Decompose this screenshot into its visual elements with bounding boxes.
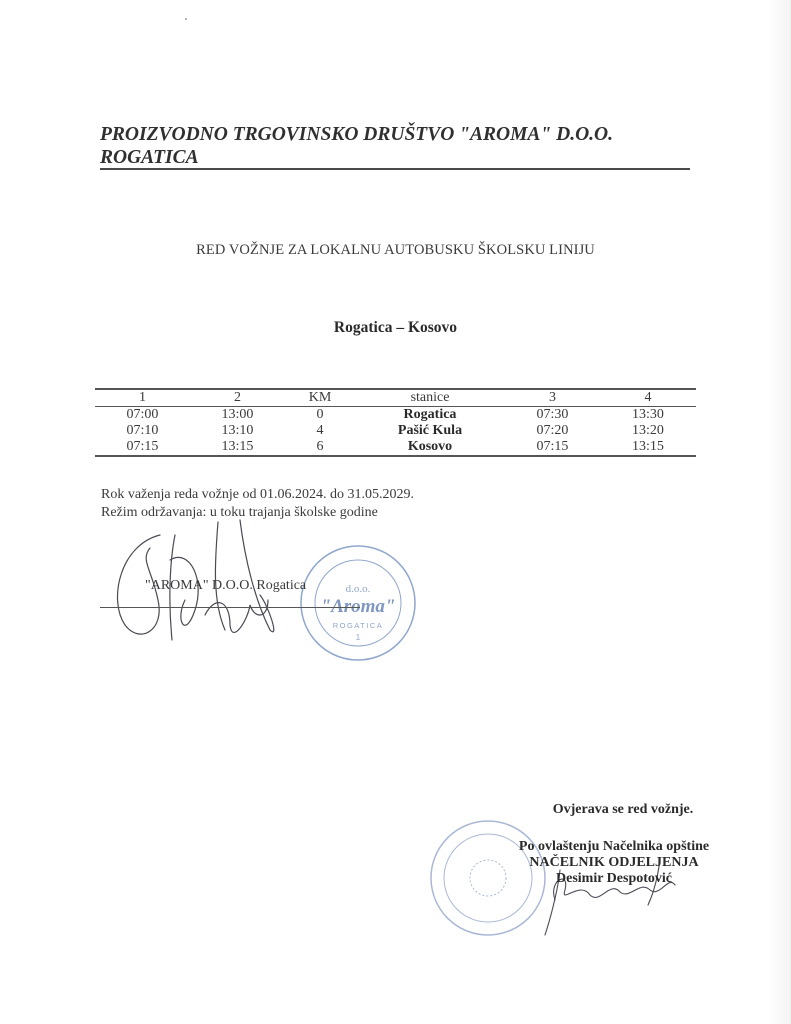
signatory-company: "AROMA" D.O.O. Rogatica [145, 578, 307, 593]
departure-2: 13:00 [221, 407, 254, 422]
col-header-stations: stanice [410, 390, 450, 405]
company-city: ROGATICA [100, 147, 199, 168]
departure-2: 13:15 [221, 439, 254, 454]
departure-1: 07:10 [126, 423, 159, 438]
km: 0 [316, 407, 324, 422]
validity-note: Rok važenja reda vožnje od 01.06.2024. do 31.05.2029. [101, 487, 414, 502]
km: 4 [316, 423, 324, 438]
departure-3: 07:30 [536, 407, 569, 422]
departure-4: 13:20 [632, 423, 664, 438]
km: 6 [316, 439, 324, 454]
station: Rogatica [403, 407, 457, 422]
certification-block [480, 839, 748, 887]
stamp-number: 1 [355, 633, 361, 642]
departure-3: 07:15 [536, 439, 569, 454]
departure-2: 13:10 [221, 423, 254, 438]
stamp-name: "Aroma" [320, 596, 396, 617]
col-header-2: 2 [234, 390, 241, 405]
departure-3: 07:20 [536, 423, 569, 438]
col-header-4: 4 [644, 390, 652, 405]
departure-4: 13:30 [632, 407, 664, 422]
col-header-1: 1 [139, 390, 146, 405]
stamp-doo: d.o.o. [345, 583, 371, 595]
signature-line [100, 607, 360, 608]
regime-note: Režim održavanja: u toku trajanja školske godine [101, 505, 378, 520]
departure-1: 07:15 [126, 439, 159, 454]
col-header-3: 3 [549, 390, 556, 405]
station: Pašić Kula [397, 423, 463, 438]
route-title: Rogatica – Kosovo [333, 319, 458, 336]
official-name: Desimir Despotović [556, 871, 672, 886]
document-title: RED VOŽNJE ZA LOKALNU AUTOBUSKU ŠKOLSKU LINIJU [196, 242, 595, 258]
official-title: NAČELNIK ODJELJENJA [529, 855, 699, 870]
authorization-line: Po ovlaštenju Načelnika opštine [518, 839, 710, 854]
stamp-city: ROGATICA [332, 621, 384, 630]
certification-heading: Ovjerava se red vožnje. [552, 802, 694, 817]
company-name: PROIZVODNO TRGOVINSKO DRUŠTVO "AROMA" D.O.O. [100, 124, 614, 145]
station: Kosovo [407, 439, 453, 454]
col-header-km: KM [308, 390, 332, 405]
departure-4: 13:15 [632, 439, 664, 454]
departure-1: 07:00 [126, 407, 159, 422]
